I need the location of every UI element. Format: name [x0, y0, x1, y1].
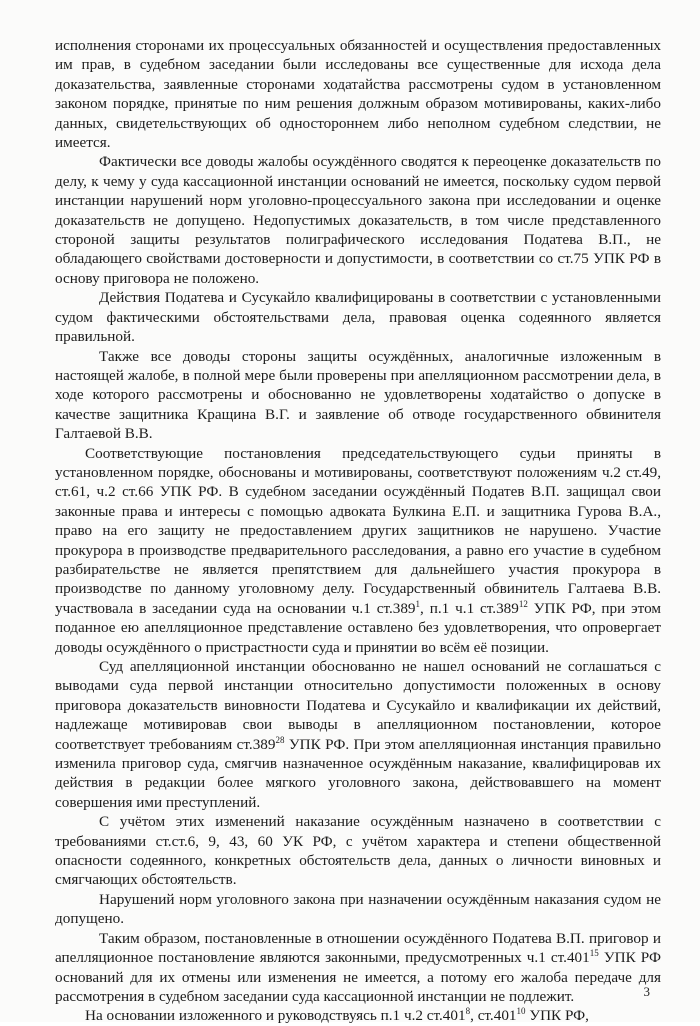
paragraph-10-part-3: УПК РФ,	[525, 1007, 589, 1025]
paragraph-9	[55, 929, 661, 1007]
paragraph-10-part-2: , ст.401	[470, 1007, 517, 1025]
page-number: 3	[643, 984, 650, 999]
superscript: 1	[415, 598, 421, 609]
paragraph-2: Фактически все доводы жалобы осуждённого сводятся к переоценке доказательств по делу, к чему у суда кассационной инстанции оснований не имеется, поскольку судом первой инстанции нарушений норм уголовно-процессуального закона при исследовании и оценке доказательств не допущено. Недопустимых доказательств, в том числе представленного стороной защиты результатов полиграфического исследования Податева В.П., не обладающего свойствами достоверности и допустимости, в соответствии со ст.75 УПК РФ в основу приговора не положено.	[55, 153, 661, 287]
superscript: 10	[516, 1006, 526, 1017]
paragraph-5	[55, 444, 661, 657]
superscript: 12	[518, 598, 528, 609]
paragraph-5-part-1: Соответствующие постановления председательствующего судьи приняты в установленном порядке, обоснованы и мотивированы, соответствуют положениям ч.2 ст.49, ст.61, ч.2 ст.66 УПК РФ. В судебном заседании осуждённый Податев В.П. защищал свои законные права и интересы с помощью адвоката Булкина Е.П. и защитника Гурова В.А., право на его защиту не предоставлением других защитников не нарушено. Участие прокурора в производстве предварительного расследования, а равно его участие в судебном разбирательстве не является препятствием для дальнейшего участия прокурора в производстве по данному уголовному делу. Государственный обвинитель Галтаева В.В. участвовала в заседании суда на основании ч.1 ст.389	[55, 444, 661, 617]
paragraph-7: С учётом этих изменений наказание осуждённым назначено в соответствии с требованиями ст.ст.6, 9, 43, 60 УК РФ, с учётом характера и степени общественной опасности содеянного, конкретных обстоятельств дела, данных о личности виновных и смягчающих обстоятельств.	[55, 813, 661, 889]
superscript: 15	[589, 948, 599, 959]
paragraph-6	[55, 657, 661, 812]
superscript: 8	[465, 1006, 471, 1017]
paragraph-4: Также все доводы стороны защиты осуждённых, аналогичные изложенным в настоящей жалобе, в полной мере были проверены при апелляционном рассмотрении дела, в ходе которого рассмотрены и обоснованно не удовлетворены ходатайство о допуске в качестве защитника Кращина В.Г. и заявление об отводе государственного обвинителя Галтаевой В.В.	[55, 347, 661, 443]
paragraph-6-part-1: Суд апелляционной инстанции обоснованно не нашел оснований не соглашаться с выводами суда первой инстанции относительно допустимости положенных в основу приговора доказательств виновности Податева и Сусукайло и квалификации их действий, надлежаще мотивировав свои выводы в апелляционном постановлении, которое соответствует требованиям ст.389	[55, 658, 661, 753]
paragraph-10-part-1: На основании изложенного и руководствуясь п.1 ч.2 ст.401	[85, 1007, 466, 1025]
paragraph-5-part-3: УПК РФ, при этом поданное ею апелляционное представление оставлено без удовлетворения, что опровергает доводы осуждённого о пристрастности суда и принятии во всём её позиции.	[55, 599, 661, 656]
document-body	[55, 36, 661, 1026]
paragraph-1: исполнения сторонами их процессуальных обязанностей и осуществления предоставленных им прав, в судебном заседании были исследованы все существенные для исхода дела доказательства, заявленные сторонами ходатайства рассмотрены судом в установленном законом порядке, принятые по ним решения должным образом мотивированы, каких-либо данных, свидетельствующих об одностороннем либо неполном судебном следствии, не имеется.	[55, 37, 661, 152]
paragraph-9-part-2: УПК РФ оснований для их отмены или изменения не имеется, а потому его жалоба передаче для рассмотрения в судебном заседании суда кассационной инстанции не подлежит.	[55, 949, 661, 1005]
superscript: 28	[275, 734, 285, 745]
paragraph-3: Действия Податева и Сусукайло квалифицированы в соответствии с установленными судом фактическими обстоятельствами дела, правовая оценка содеянного является правильной.	[55, 289, 661, 346]
paragraph-6-part-2: УПК РФ. При этом апелляционная инстанция правильно изменила приговор суда, смягчив назначенное осуждённым наказание, квалифицировав их действия в редакции более мягкого уголовного закона, действовавшего на момент совершения ими преступлений.	[55, 735, 661, 811]
paragraph-10	[55, 1006, 661, 1025]
paragraph-8: Нарушений норм уголовного закона при назначении осуждённым наказания судом не допущено.	[55, 890, 661, 928]
paragraph-9-part-1: Таким образом, постановленные в отношении осуждённого Податева В.П. приговор и апелляционное постановление являются законными, предусмотренных ч.1 ст.401	[55, 929, 661, 967]
paragraph-5-part-2: , п.1 ч.1 ст.389	[420, 599, 519, 617]
